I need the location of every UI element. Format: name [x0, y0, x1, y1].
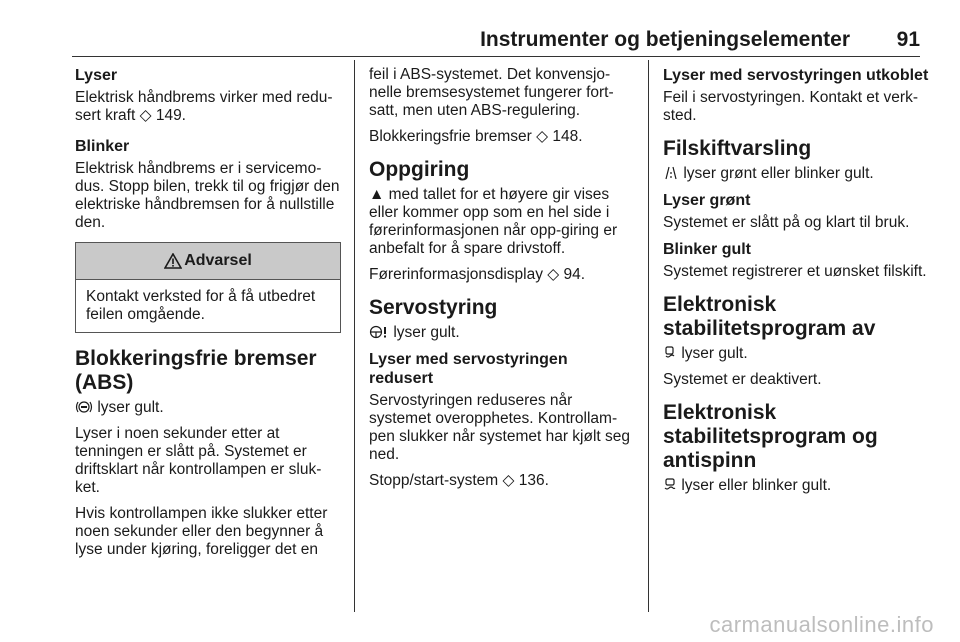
abs-lamp-icon	[75, 400, 93, 414]
paragraph	[369, 324, 635, 342]
esp-off-text: lyser gult.	[681, 345, 748, 362]
paragraph: Servostyringen reduseres når systemet overopphetes. Kontrollam-pen slukker når systemet har kjølt seg ned.	[369, 392, 631, 463]
header-title: Instrumenter og betjeningselementer	[480, 28, 850, 51]
lane-departure-icon	[663, 166, 679, 180]
steering-wheel-icon	[369, 325, 389, 339]
page-header	[72, 26, 920, 57]
paragraph: Systemet er slått på og klart til bruk.	[663, 214, 910, 231]
column-right	[663, 66, 935, 503]
paragraph: feil i ABS-systemet. Det konvensjo-nelle bremsesystemet fungerer fort-satt, men uten ABS-regulering.	[369, 66, 614, 119]
reference: Stopp/start-system ◇ 136.	[369, 472, 549, 489]
lane-text: lyser grønt eller blinker gult.	[683, 165, 874, 182]
paragraph	[663, 477, 935, 495]
paragraph: Lyser i noen sekunder etter at tenningen er slått på. Systemet er driftsklart når kontrollampen er sluk-ket.	[75, 425, 322, 496]
warning-title: Advarsel	[184, 252, 252, 269]
abs-text: lyser gult.	[97, 399, 164, 416]
heading-esp-antispinn: Elektronisk stabilitetsprogram og antispinn	[663, 401, 878, 472]
heading-filskiftvarsling: Filskiftvarsling	[663, 137, 812, 160]
paragraph	[75, 399, 341, 417]
esp-text: lyser eller blinker gult.	[681, 477, 832, 494]
paragraph	[663, 165, 935, 183]
paragraph: ▲ med tallet for et høyere gir vises eller kommer opp som en hel side i førerinformasjonen når opp-giring er anbefalt for å spare drivstoff.	[369, 186, 618, 257]
paragraph	[663, 345, 935, 363]
column-divider	[354, 60, 355, 612]
esp-icon	[663, 478, 677, 492]
column-left	[75, 66, 341, 567]
warning-box	[75, 242, 341, 333]
paragraph: Systemet registrerer et uønsket filskift.	[663, 263, 927, 280]
paragraph: Hvis kontrollampen ikke slukker etter noen sekunder eller den begynner å lyse under kjøring, foreligger det en	[75, 505, 328, 558]
heading-servo-utkoblet: Lyser med servostyringen utkoblet	[663, 67, 929, 84]
paragraph: Elektrisk håndbrems virker med redu-sert kraft ◇ 149.	[75, 89, 333, 124]
servo-text: lyser gult.	[393, 324, 460, 341]
heading-servo-redusert: Lyser med servostyringen redusert	[369, 351, 568, 387]
heading-esp-av: Elektronisk stabilitetsprogram av	[663, 293, 876, 340]
reference: Førerinformasjonsdisplay ◇ 94.	[369, 266, 586, 283]
column-middle	[369, 66, 635, 498]
watermark: carmanualsonline.info	[709, 612, 934, 637]
warning-triangle-icon	[164, 253, 182, 269]
heading-servostyring: Servostyring	[369, 296, 498, 319]
heading-oppgiring: Oppgiring	[369, 158, 470, 181]
paragraph: Elektrisk håndbrems er i servicemo-dus. Stopp bilen, trekk til og frigjør den elektriske håndbremsen for å nullstille den.	[75, 160, 340, 231]
heading-lyser-gront: Lyser grønt	[663, 192, 751, 209]
heading-blinker-gult: Blinker gult	[663, 241, 752, 258]
paragraph: Feil i servostyringen. Kontakt et verk-sted.	[663, 89, 918, 124]
reference: Blokkeringsfrie bremser ◇ 148.	[369, 128, 583, 145]
page-number: 91	[896, 28, 920, 51]
warning-header	[76, 243, 340, 280]
esp-off-icon	[663, 346, 677, 360]
heading-blinker: Blinker	[75, 138, 130, 155]
paragraph: Systemet er deaktivert.	[663, 371, 822, 388]
heading-abs: Blokkeringsfrie bremser (ABS)	[75, 347, 317, 394]
heading-lyser: Lyser	[75, 67, 118, 84]
warning-text: Kontakt verksted for å få utbedret feilen omgående.	[86, 288, 316, 323]
column-divider	[648, 60, 649, 612]
